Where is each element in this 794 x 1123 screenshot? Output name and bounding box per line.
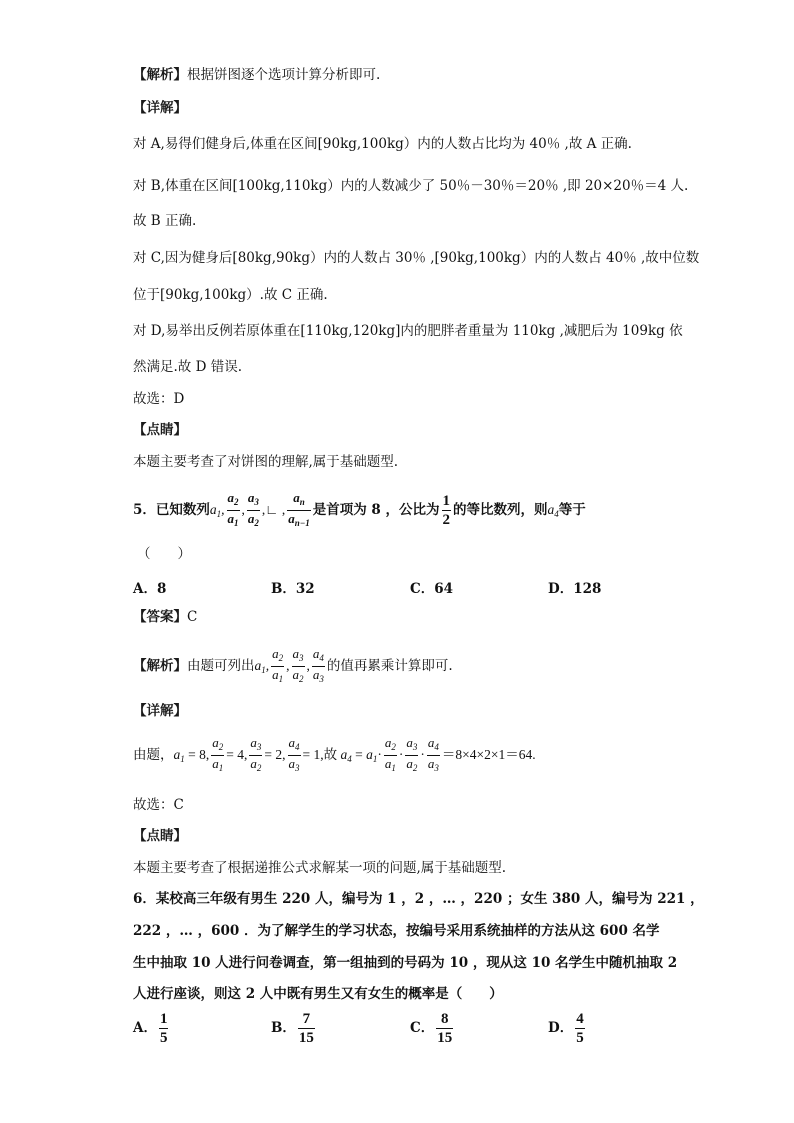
remark-text: 本题主要考查了根据递推公式求解某一项的问题,属于基础题型. <box>133 860 507 876</box>
option-d-conclusion: 然满足.故 D 错误. <box>133 359 242 375</box>
analysis-text: 根据饼图逐个选项计算分析即可. <box>187 67 381 83</box>
q6-option-a <box>133 1010 170 1047</box>
option-c: C．64 <box>410 581 454 597</box>
option-label: D． <box>548 1020 574 1036</box>
analysis-text: 的值再累乘计算即可. <box>326 658 453 674</box>
question-6-line-3: 生中抽取 10 人进行问卷调查，第一组抽到的号码为 10 ，现从这 10 名学生中随机抽取 2 <box>133 955 678 971</box>
option-d: D．128 <box>548 581 602 597</box>
answer-tag: 【答案】 <box>133 609 187 625</box>
remark-text: 本题主要考查了对饼图的理解,属于基础题型. <box>133 454 399 470</box>
detail-tag: 【详解】 <box>133 703 187 719</box>
option-c-analysis: 对 C,因为健身后[80kg,90kg）内的人数占 30％ ,[90kg,100kg）内的人数占 40％ ,故中位数 <box>133 250 700 266</box>
q6-option-b <box>271 1010 317 1047</box>
analysis-line <box>133 66 380 84</box>
option-label: C． <box>410 1020 435 1036</box>
option-numerator: 1 <box>159 1011 168 1027</box>
stem-part: 是首项为 8 ，公比为 <box>312 502 440 518</box>
option-denominator: 15 <box>437 1030 453 1046</box>
remark-tag: 【点睛】 <box>133 828 187 844</box>
detail-prefix: 由题， <box>133 747 174 763</box>
choose-line: 故选：C <box>133 797 184 813</box>
detail-result: ＝8×4×2×1＝64. <box>441 747 536 762</box>
option-b-analysis: 对 B,体重在区间[100kg,110kg）内的人数减少了 50％－30％＝20％ ,即 20×20％＝4 人. <box>133 178 689 194</box>
detail-tag: 【详解】 <box>133 100 187 116</box>
option-b-conclusion: 故 B 正确. <box>133 213 197 229</box>
analysis-text: 由题可列出 <box>187 658 255 674</box>
stem-part: 已知数列 <box>155 502 210 518</box>
question-6-line-4: 人进行座谈，则这 2 人中既有男生又有女生的概率是（ ） <box>133 986 503 1002</box>
q5-analysis-line: 【解析】由题可列出$a_1$, $\frac{a_2}{a_1}$ , $\frac{a_3}{a_2}$ , $\frac{a_4}{a_3}$ 的值再累乘计算即可. <box>133 646 453 684</box>
remark-tag: 【点睛】 <box>133 422 187 438</box>
question-6-line-1: 6．某校高三年级有男生 220 人，编号为 1 ，2 ，… ，220 ；女生 380 人，编号为 221 ， <box>133 891 704 907</box>
answer-paren: （ ） <box>137 546 191 562</box>
option-label: A． <box>133 1020 157 1036</box>
q6-option-d <box>548 1010 587 1047</box>
answer-line <box>133 608 197 626</box>
q5-detail-formula: 由题，$a_1 = 8$, $\frac{a_2}{a_1}$ = 4, $\frac{a_3}{a_2}$ = 2, $\frac{a_4}{a_3}$ = 1,故 $a_4 = a_1\cdot$ $\frac{a_2}{a_1}$ · $\frac{a_3}{a_2}$ · $\frac{a_4}{a_3}$ ＝8×4×2×1＝64. <box>133 735 536 773</box>
answer-value: C <box>187 609 198 625</box>
question-number: 5． <box>133 502 156 518</box>
option-denominator: 15 <box>298 1030 314 1046</box>
option-denominator: 5 <box>576 1030 584 1046</box>
question-6-line-2: 222 ，… ，600 ．为了解学生的学习状态，按编号采用系统抽样的方法从这 600 名学 <box>133 923 660 939</box>
question-5-stem: 5．已知数列$a_1$, $\frac{a_2}{a_1}$ , $\frac{a_3}{a_2}$ ,∟ , $\frac{a_n}{a_{n-1}}$ 是首项为 8 ，公比为 $\frac{1}{2}$ 的等比数列，则$a_4$等于 <box>133 490 586 528</box>
q6-option-c <box>410 1010 455 1047</box>
option-a-analysis: 对 A,易得们健身后,体重在区间[90kg,100kg）内的人数占比均为 40％ ,故 A 正确. <box>133 136 632 152</box>
option-numerator: 7 <box>298 1010 315 1029</box>
analysis-tag: 【解析】 <box>133 67 187 83</box>
analysis-tag: 【解析】 <box>133 658 187 674</box>
option-numerator: 8 <box>436 1010 453 1029</box>
option-b: B．32 <box>271 581 315 597</box>
option-a: A．8 <box>133 581 167 597</box>
choose-line: 故选：D <box>133 391 185 407</box>
stem-part: 的等比数列，则 <box>453 502 548 518</box>
option-c-conclusion: 位于[90kg,100kg）.故 C 正确. <box>133 287 328 303</box>
stem-part: 等于 <box>558 502 586 518</box>
option-denominator: 5 <box>159 1030 168 1046</box>
option-d-analysis: 对 D,易举出反例若原体重在[110kg,120kg]内的肥胖者重量为 110kg ,减肥后为 109kg 依 <box>133 323 683 339</box>
option-numerator: 4 <box>576 1011 584 1027</box>
option-label: B． <box>271 1020 296 1036</box>
